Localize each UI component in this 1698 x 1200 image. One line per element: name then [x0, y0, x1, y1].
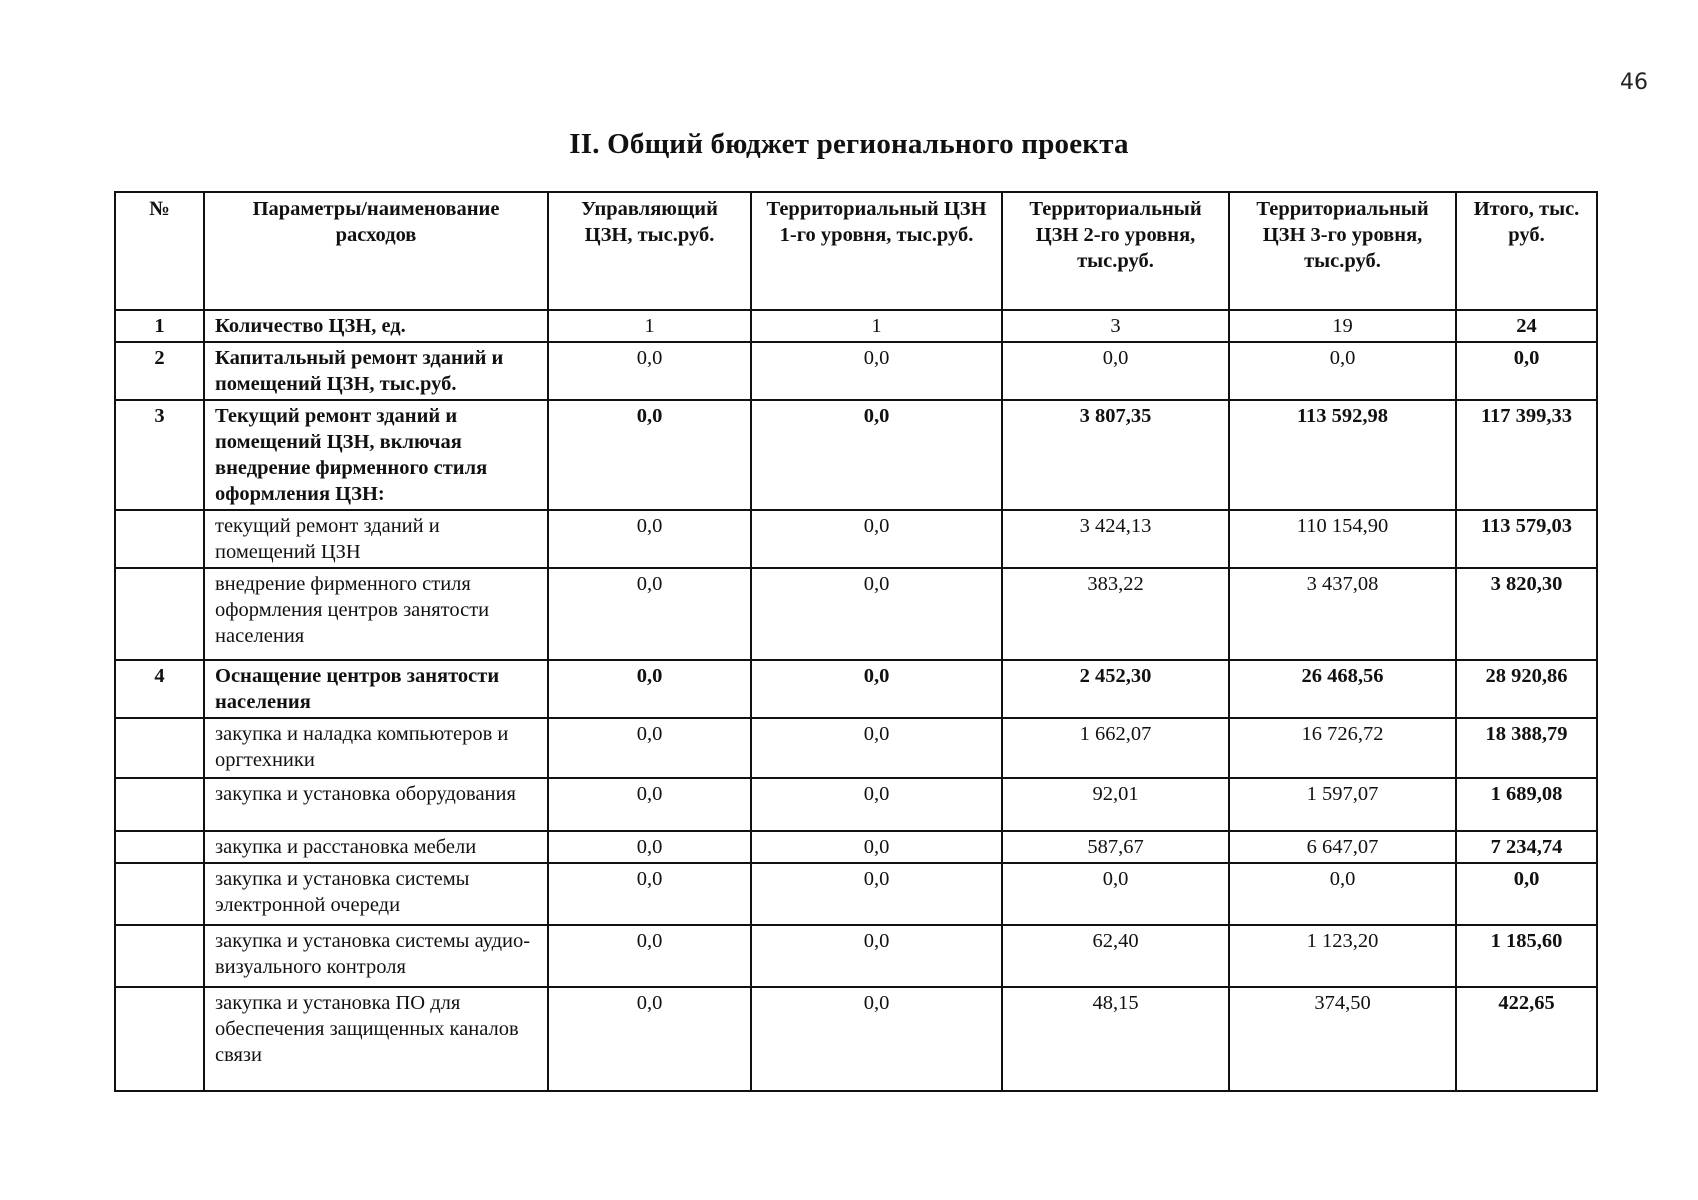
- cell-managing: 0,0: [548, 925, 751, 987]
- cell-level-2: 92,01: [1002, 778, 1229, 831]
- cell-managing: 0,0: [548, 718, 751, 778]
- header-number: №: [115, 192, 204, 310]
- cell-total: 0,0: [1456, 342, 1597, 400]
- cell-level-2: 0,0: [1002, 342, 1229, 400]
- cell-total: 113 579,03: [1456, 510, 1597, 568]
- table-row: [115, 568, 1597, 660]
- cell-total: 7 234,74: [1456, 831, 1597, 863]
- header-managing-czn: Управляющий ЦЗН, тыс.руб.: [548, 192, 751, 310]
- cell-managing: 0,0: [548, 778, 751, 831]
- cell-level-1: 0,0: [751, 400, 1002, 510]
- cell-level-3: 19: [1229, 310, 1456, 342]
- table-row: [115, 342, 1597, 400]
- table-row: [115, 831, 1597, 863]
- row-number: [115, 568, 204, 660]
- cell-level-3: 26 468,56: [1229, 660, 1456, 718]
- cell-level-3: 16 726,72: [1229, 718, 1456, 778]
- table-row: [115, 510, 1597, 568]
- budget-table: [114, 191, 1598, 1092]
- cell-total: 3 820,30: [1456, 568, 1597, 660]
- row-number: [115, 718, 204, 778]
- page-number: 46: [1620, 70, 1648, 95]
- cell-level-3: 1 597,07: [1229, 778, 1456, 831]
- cell-total: 24: [1456, 310, 1597, 342]
- cell-total: 1 185,60: [1456, 925, 1597, 987]
- table-row: [115, 400, 1597, 510]
- row-number: [115, 831, 204, 863]
- cell-managing: 0,0: [548, 863, 751, 925]
- cell-level-1: 0,0: [751, 568, 1002, 660]
- document-title: II. Общий бюджет регионального проекта: [569, 128, 1129, 160]
- row-label: закупка и установка системы электронной очереди: [204, 863, 548, 925]
- row-number: [115, 925, 204, 987]
- cell-level-1: 0,0: [751, 863, 1002, 925]
- header-total: Итого, тыс. руб.: [1456, 192, 1597, 310]
- cell-level-3: 3 437,08: [1229, 568, 1456, 660]
- cell-managing: 0,0: [548, 987, 751, 1091]
- cell-managing: 0,0: [548, 831, 751, 863]
- cell-total: 18 388,79: [1456, 718, 1597, 778]
- row-number: [115, 863, 204, 925]
- row-label: закупка и расстановка мебели: [204, 831, 548, 863]
- cell-level-2: 2 452,30: [1002, 660, 1229, 718]
- row-number: [115, 987, 204, 1091]
- cell-level-2: 383,22: [1002, 568, 1229, 660]
- row-label: закупка и установка оборудования: [204, 778, 548, 831]
- row-label: закупка и наладка компьютеров и оргтехники: [204, 718, 548, 778]
- cell-managing: 0,0: [548, 660, 751, 718]
- cell-level-2: 3 807,35: [1002, 400, 1229, 510]
- row-number: [115, 778, 204, 831]
- cell-level-2: 3: [1002, 310, 1229, 342]
- row-label: Текущий ремонт зданий и помещений ЦЗН, включая внедрение фирменного стиля оформления ЦЗН:: [204, 400, 548, 510]
- cell-level-3: 110 154,90: [1229, 510, 1456, 568]
- cell-level-1: 1: [751, 310, 1002, 342]
- cell-level-1: 0,0: [751, 925, 1002, 987]
- row-label: внедрение фирменного стиля оформления центров занятости населения: [204, 568, 548, 660]
- row-label: Оснащение центров занятости населения: [204, 660, 548, 718]
- cell-level-3: 0,0: [1229, 342, 1456, 400]
- header-territorial-level-2: Территориальный ЦЗН 2-го уровня, тыс.руб.: [1002, 192, 1229, 310]
- cell-total: 1 689,08: [1456, 778, 1597, 831]
- cell-managing: 0,0: [548, 342, 751, 400]
- table-row: [115, 660, 1597, 718]
- cell-level-3: 113 592,98: [1229, 400, 1456, 510]
- cell-level-2: 0,0: [1002, 863, 1229, 925]
- row-number: 1: [115, 310, 204, 342]
- table-row: [115, 925, 1597, 987]
- header-territorial-level-1: Территориальный ЦЗН 1-го уровня, тыс.руб.: [751, 192, 1002, 310]
- cell-managing: 0,0: [548, 568, 751, 660]
- cell-managing: 0,0: [548, 400, 751, 510]
- cell-total: 28 920,86: [1456, 660, 1597, 718]
- row-number: 3: [115, 400, 204, 510]
- cell-level-3: 0,0: [1229, 863, 1456, 925]
- cell-managing: 1: [548, 310, 751, 342]
- header-parameters: Параметры/наименование расходов: [204, 192, 548, 310]
- table-row: [115, 987, 1597, 1091]
- cell-level-1: 0,0: [751, 718, 1002, 778]
- row-label: Количество ЦЗН, ед.: [204, 310, 548, 342]
- cell-level-3: 6 647,07: [1229, 831, 1456, 863]
- table-header-row: [115, 192, 1597, 310]
- cell-level-1: 0,0: [751, 660, 1002, 718]
- cell-level-1: 0,0: [751, 987, 1002, 1091]
- cell-level-1: 0,0: [751, 831, 1002, 863]
- table-row: [115, 778, 1597, 831]
- row-number: 2: [115, 342, 204, 400]
- cell-level-2: 587,67: [1002, 831, 1229, 863]
- table-row: [115, 310, 1597, 342]
- table-row: [115, 863, 1597, 925]
- cell-level-2: 1 662,07: [1002, 718, 1229, 778]
- table-row: [115, 718, 1597, 778]
- cell-level-1: 0,0: [751, 342, 1002, 400]
- cell-level-3: 374,50: [1229, 987, 1456, 1091]
- cell-total: 0,0: [1456, 863, 1597, 925]
- cell-level-1: 0,0: [751, 778, 1002, 831]
- row-label: текущий ремонт зданий и помещений ЦЗН: [204, 510, 548, 568]
- cell-level-2: 62,40: [1002, 925, 1229, 987]
- cell-total: 117 399,33: [1456, 400, 1597, 510]
- row-label: закупка и установка ПО для обеспечения защищенных каналов связи: [204, 987, 548, 1091]
- cell-level-3: 1 123,20: [1229, 925, 1456, 987]
- row-number: [115, 510, 204, 568]
- header-territorial-level-3: Территориальный ЦЗН 3-го уровня, тыс.руб.: [1229, 192, 1456, 310]
- row-label: Капитальный ремонт зданий и помещений ЦЗН, тыс.руб.: [204, 342, 548, 400]
- cell-managing: 0,0: [548, 510, 751, 568]
- row-label: закупка и установка системы аудио-визуального контроля: [204, 925, 548, 987]
- cell-level-1: 0,0: [751, 510, 1002, 568]
- row-number: 4: [115, 660, 204, 718]
- cell-level-2: 3 424,13: [1002, 510, 1229, 568]
- cell-level-2: 48,15: [1002, 987, 1229, 1091]
- cell-total: 422,65: [1456, 987, 1597, 1091]
